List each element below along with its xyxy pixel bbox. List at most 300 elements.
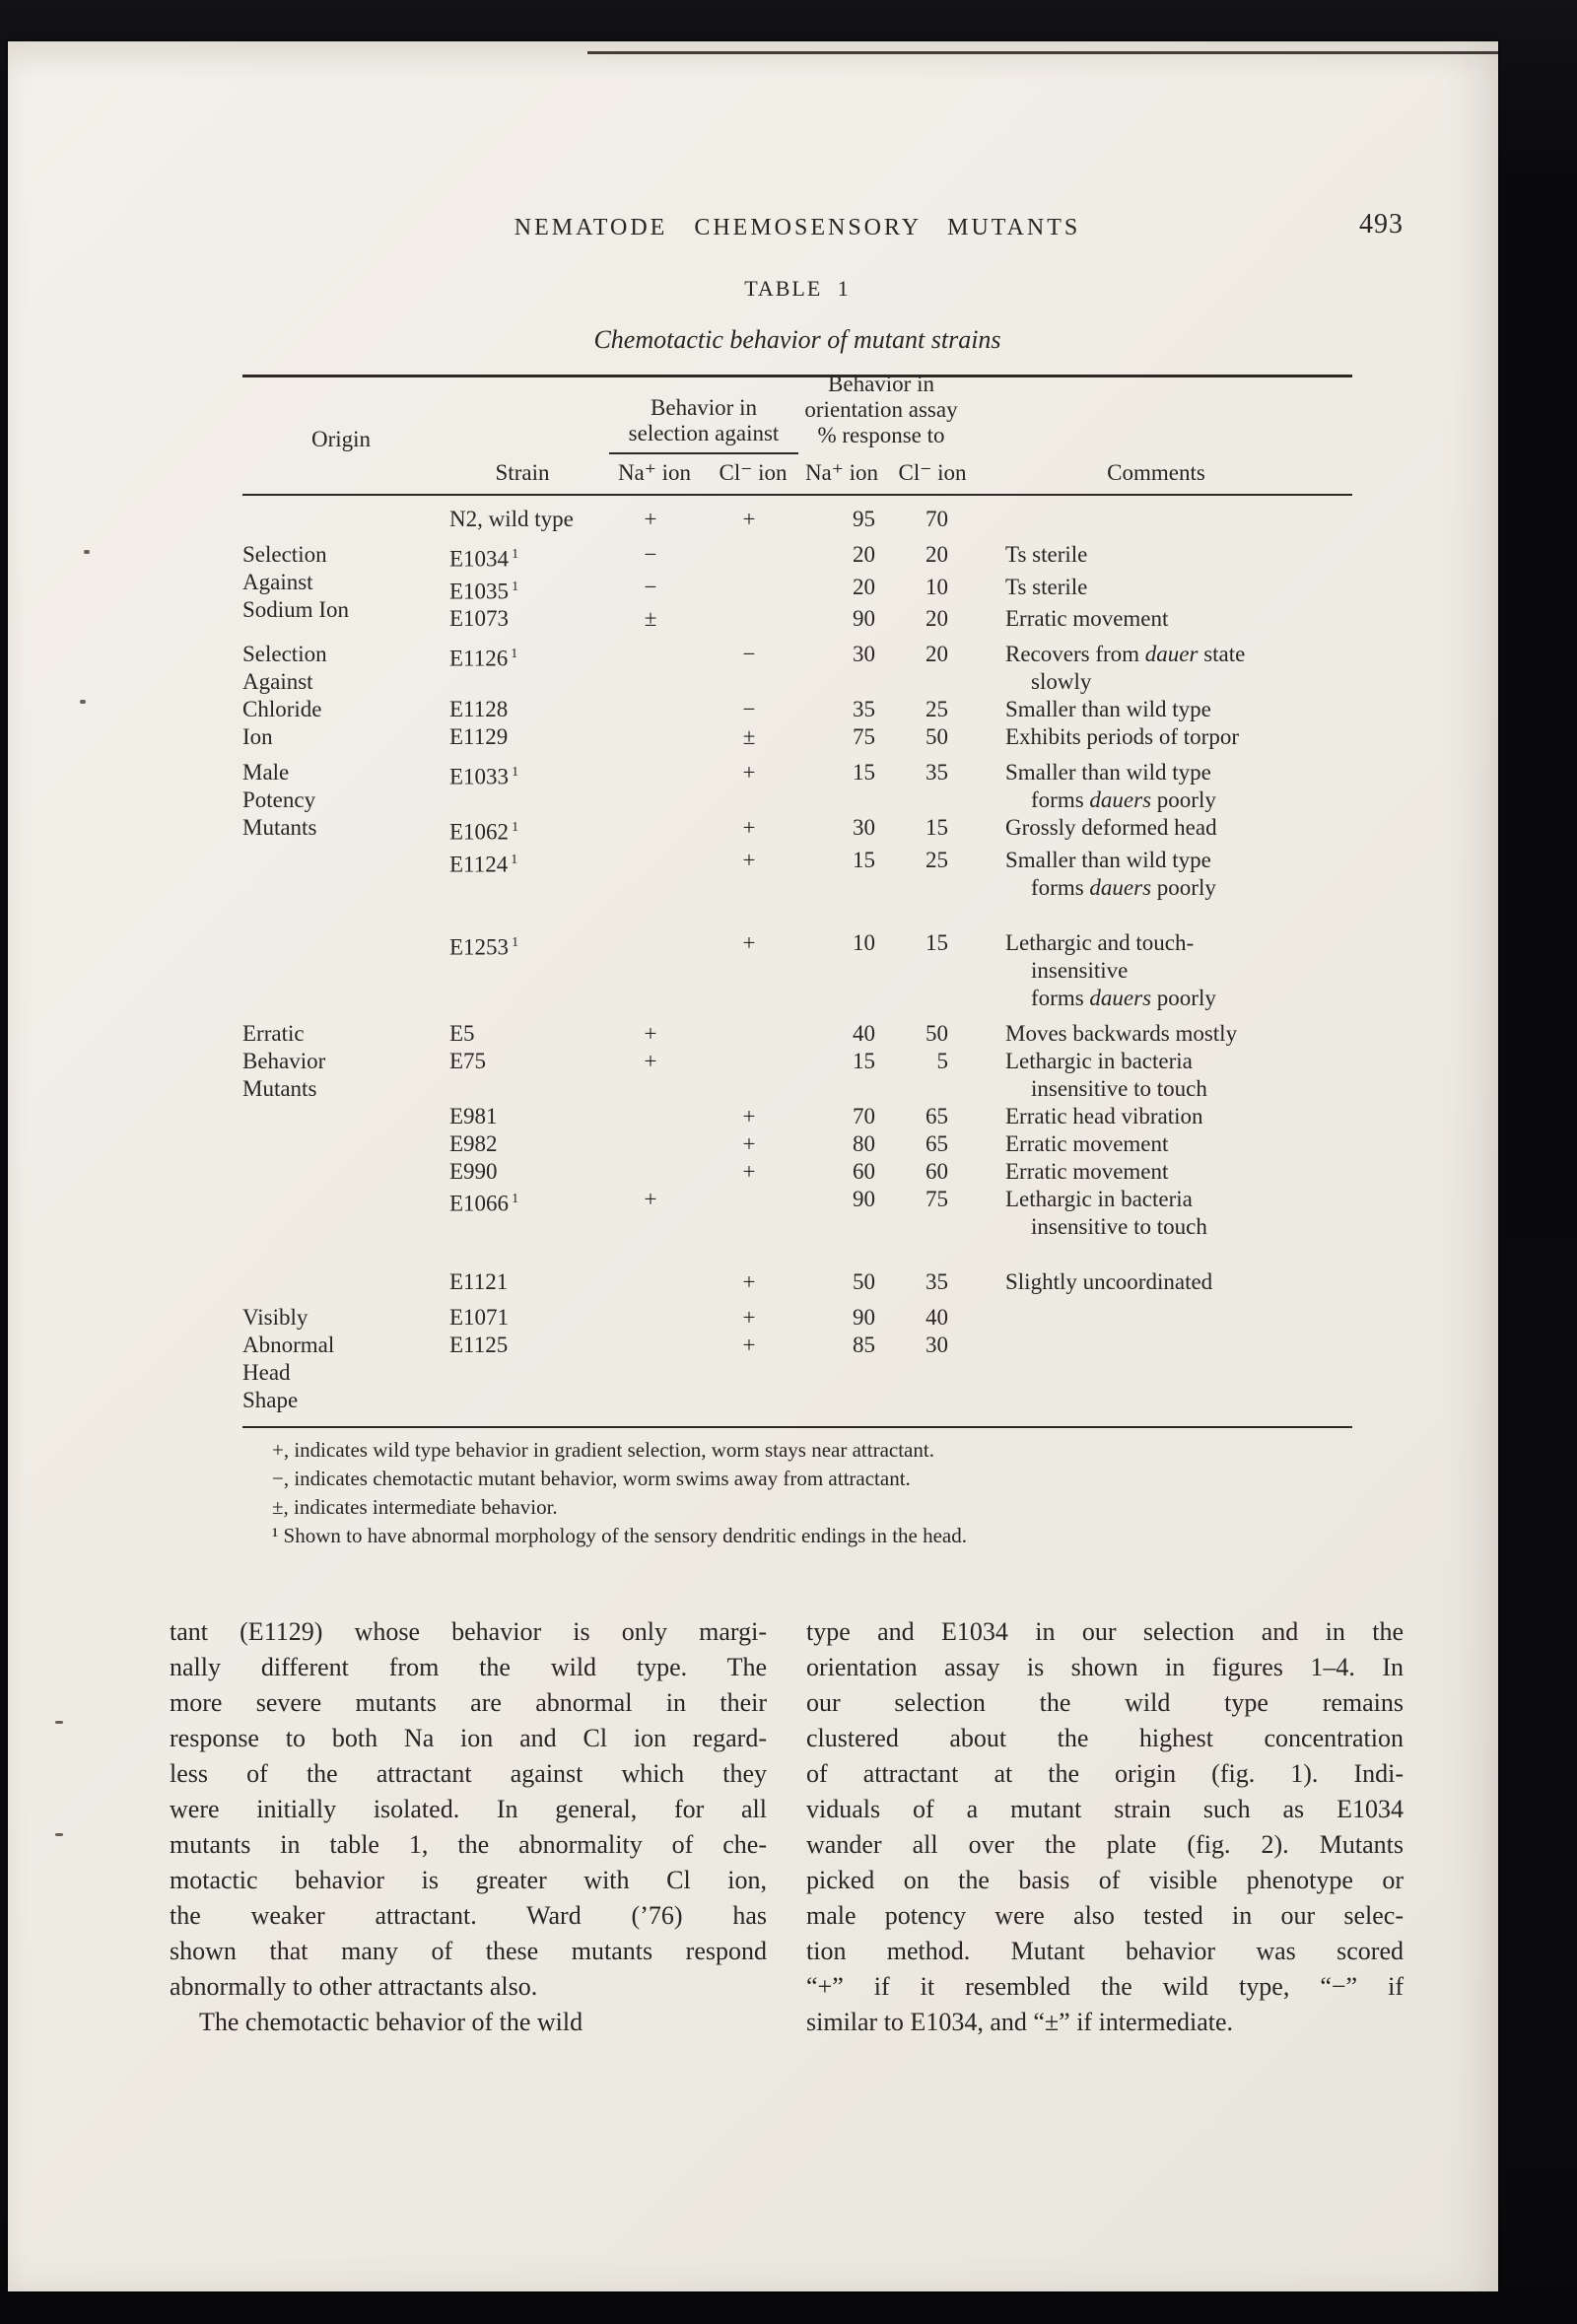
comment-text: Erratic head vibration — [1005, 1103, 1203, 1128]
comment-text: slowly — [1031, 669, 1092, 695]
orientation-na-header: Na⁺ ion — [804, 460, 879, 485]
comment-line — [1005, 1213, 1352, 1241]
orientation-na-value: 40 — [853, 1020, 875, 1046]
selection-group-line: selection against — [628, 421, 780, 445]
comment-text: Exhibits periods of torpor — [1005, 724, 1239, 750]
body-text-line: clustered about the highest concentration — [806, 1724, 1404, 1752]
orientation-na-value: 90 — [853, 1186, 875, 1211]
strain-name: E1071 — [449, 1304, 510, 1330]
table-footnotes — [272, 1436, 1352, 1550]
orientation-cl-value: 25 — [926, 697, 948, 722]
selection-na-value: + — [644, 1048, 657, 1073]
origin-label: Visibly — [242, 1304, 309, 1330]
table-group — [242, 1304, 1352, 1414]
strain-cell — [440, 1304, 605, 1332]
comments-cell — [960, 605, 1352, 633]
orientation-na-value: 30 — [853, 642, 875, 667]
orientation-na-value: 95 — [853, 507, 875, 531]
group-rows — [440, 1020, 1352, 1296]
orientation-cl-value: 50 — [926, 724, 948, 750]
comment-line — [1005, 814, 1352, 842]
comments-cell — [960, 1186, 1352, 1241]
body-text-line: male potency were also tested in our selec- — [806, 1901, 1404, 1930]
selection-cl-value: + — [742, 1130, 756, 1156]
footnote-marker: 1 — [511, 647, 518, 662]
strain-cell — [440, 814, 605, 847]
strain-name: E1073 — [449, 606, 510, 632]
orientation-cl-value: 20 — [926, 642, 948, 667]
strain-cell — [440, 1130, 605, 1158]
strain-name: E1066 — [449, 1191, 510, 1216]
scan-speck — [84, 550, 90, 554]
strain-cell — [440, 759, 605, 791]
comment-text: Recovers from — [1005, 642, 1145, 667]
selection-cl-value: − — [742, 642, 756, 667]
origin-label: Against — [242, 570, 313, 594]
footnote-marker: 1 — [512, 547, 519, 562]
orientation-na-value: 75 — [853, 724, 875, 750]
page-number: 493 — [1359, 209, 1404, 239]
body-text-line: abnormally to other attractants also. — [170, 1972, 538, 2001]
table-row — [440, 605, 1352, 633]
body-text-line: were initially isolated. In general, for all — [170, 1795, 767, 1823]
strain-name: E990 — [449, 1158, 498, 1184]
body-text-line: motactic behavior is greater with Cl ion, — [170, 1866, 767, 1894]
orientation-cl-value: 65 — [926, 1130, 948, 1156]
selection-cl-value: + — [742, 1304, 756, 1330]
orientation-cl-value: 25 — [926, 847, 948, 872]
comment-line — [1005, 929, 1352, 957]
comments-cell — [960, 814, 1352, 842]
comment-line — [1005, 723, 1352, 751]
selection-cl-header: Cl⁻ ion — [719, 460, 788, 485]
strain-cell — [440, 929, 605, 962]
comment-line — [1005, 985, 1352, 1012]
table-row — [440, 929, 1352, 1012]
origin-label: Mutants — [242, 815, 317, 841]
comment-text: Slightly uncoordinated — [1005, 1268, 1213, 1294]
orientation-na-value: 70 — [853, 1103, 875, 1128]
comment-text: Ts sterile — [1005, 542, 1088, 567]
table-row — [440, 1268, 1352, 1296]
footnote-plus: +, indicates wild type behavior in gradient selection, worm stays near attractant. — [272, 1437, 934, 1462]
strain-name: E1126 — [449, 646, 509, 671]
comments-cell — [960, 1020, 1352, 1048]
comment-text: insensitive — [1031, 957, 1129, 983]
orientation-na-value: 90 — [853, 606, 875, 632]
comment-line — [1005, 1048, 1352, 1075]
origin-label: Behavior — [242, 1048, 326, 1073]
origin-cell — [242, 1020, 440, 1296]
strain-cell — [440, 541, 605, 574]
origin-label: Selection — [242, 642, 327, 667]
comment-text: forms — [1031, 985, 1090, 1010]
body-text-line: more severe mutants are abnormal in their — [170, 1688, 767, 1717]
origin-label: Selection — [242, 542, 327, 567]
selection-cl-value: + — [742, 760, 756, 786]
comment-line — [1005, 696, 1352, 723]
comment-text: Erratic movement — [1005, 606, 1169, 632]
strain-cell — [440, 1158, 605, 1186]
comments-cell — [960, 1048, 1352, 1103]
comment-text: state — [1198, 642, 1246, 667]
orientation-cl-value: 20 — [926, 542, 948, 567]
comments-cell — [960, 696, 1352, 723]
strain-cell — [440, 1186, 605, 1218]
origin-label: Abnormal — [242, 1332, 335, 1357]
column-header-origin — [242, 385, 440, 494]
body-text-line: nally different from the wild type. The — [170, 1653, 767, 1681]
table-row — [440, 506, 1352, 533]
body-text-line: our selection the wild type remains — [806, 1688, 1404, 1717]
comment-line — [1005, 1130, 1352, 1158]
comment-line — [1005, 1075, 1352, 1103]
comment-line — [1005, 1020, 1352, 1048]
comments-cell — [960, 759, 1352, 814]
footnote-morphology: ¹ Shown to have abnormal morphology of the sensory dendritic endings in the head. — [272, 1523, 967, 1547]
orientation-na-value: 15 — [853, 847, 875, 872]
origin-label: Potency — [242, 787, 316, 813]
table-body — [242, 496, 1352, 1414]
origin-label: Mutants — [242, 1075, 317, 1101]
orientation-na-value: 60 — [853, 1158, 875, 1184]
origin-label: Erratic — [242, 1020, 305, 1046]
comments-cell — [960, 723, 1352, 751]
selection-na-value: − — [644, 542, 657, 567]
comment-line — [1005, 957, 1352, 985]
strain-name: E1124 — [449, 852, 509, 877]
selection-cl-value: ± — [742, 724, 756, 750]
comment-line — [1005, 574, 1352, 601]
selection-na-header: Na⁺ ion — [617, 460, 692, 485]
body-column-right — [806, 1614, 1404, 2040]
comment-line — [1005, 541, 1352, 569]
strain-cell — [440, 1268, 605, 1296]
orientation-cl-value: 10 — [926, 574, 948, 599]
origin-header-label: Origin — [310, 427, 372, 451]
table-header — [242, 372, 1352, 494]
comment-text: dauers — [1089, 787, 1152, 813]
strain-cell — [440, 723, 605, 751]
table-label: TABLE 1 — [744, 276, 851, 301]
footnote-minus: −, indicates chemotactic mutant behavior, worm swims away from attractant. — [272, 1466, 911, 1490]
comment-text: insensitive to touch — [1031, 1075, 1207, 1101]
table-row — [440, 847, 1352, 902]
selection-cl-value: + — [742, 1268, 756, 1294]
table-row — [440, 1130, 1352, 1158]
orientation-cl-value: 30 — [926, 1332, 948, 1357]
strain-header-label: Strain — [495, 460, 550, 485]
comment-line — [1005, 641, 1352, 668]
comment-line — [1005, 847, 1352, 874]
origin-label: Ion — [242, 724, 273, 750]
body-text-line: viduals of a mutant strain such as E1034 — [806, 1795, 1404, 1823]
group-rows — [440, 759, 1352, 1012]
comments-cell — [960, 847, 1352, 902]
footnote-marker: 1 — [512, 820, 519, 836]
body-text-line: similar to E1034, and “±” if intermediate. — [806, 2008, 1234, 2036]
comment-text: poorly — [1151, 874, 1216, 900]
comment-text: insensitive to touch — [1031, 1213, 1207, 1239]
comment-line — [1005, 605, 1352, 633]
strain-name: E5 — [449, 1020, 475, 1046]
selection-cl-value: + — [742, 507, 756, 531]
comment-text: poorly — [1151, 985, 1216, 1010]
strain-name: E1128 — [449, 697, 509, 722]
strain-name: E1129 — [449, 724, 509, 750]
strain-name: N2, wild type — [449, 507, 574, 531]
selection-cl-value: + — [742, 1158, 756, 1184]
table-group — [242, 759, 1352, 1012]
table-bottom-rule — [242, 1426, 1352, 1428]
table-row — [440, 541, 1352, 574]
comment-text: Lethargic in bacteria — [1005, 1048, 1193, 1073]
page-behind-edge — [587, 51, 1498, 54]
scan-speck — [55, 1833, 63, 1836]
orientation-na-value: 30 — [853, 815, 875, 841]
body-text-line: type and E1034 in our selection and in the — [806, 1617, 1404, 1646]
selection-cl-value: − — [742, 697, 756, 722]
selection-na-value: + — [644, 507, 657, 531]
body-text-line: tion method. Mutant behavior was scored — [806, 1937, 1404, 1965]
table-row — [440, 1332, 1352, 1359]
table-row — [440, 1020, 1352, 1048]
origin-cell — [242, 759, 440, 1012]
strain-name: E981 — [449, 1103, 498, 1128]
page-header — [242, 209, 1404, 241]
strain-cell — [440, 574, 605, 606]
orientation-na-value: 90 — [853, 1304, 875, 1330]
strain-cell — [440, 847, 605, 879]
comment-text: Moves backwards mostly — [1005, 1020, 1238, 1046]
body-text-line: the weaker attractant. Ward (’76) has — [170, 1901, 767, 1930]
body-text-line: “+” if it resembled the wild type, “−” if — [806, 1972, 1404, 2001]
footnote-marker: 1 — [512, 579, 519, 594]
orientation-group-line: Behavior in — [828, 372, 934, 396]
column-header-strain — [440, 385, 605, 494]
comment-text: dauers — [1089, 874, 1152, 900]
comment-text: dauers — [1089, 985, 1152, 1010]
origin-cell — [242, 641, 440, 751]
selection-cl-value: + — [742, 929, 756, 955]
orientation-na-value: 15 — [853, 760, 875, 786]
scan-speck — [55, 1721, 63, 1724]
strain-cell — [440, 1020, 605, 1048]
comment-line — [1005, 1103, 1352, 1130]
column-header-comments — [960, 385, 1352, 494]
body-text-line: orientation assay is shown in figures 1–4. In — [806, 1653, 1404, 1681]
selection-cl-value: + — [742, 815, 756, 841]
running-head: NEMATODE CHEMOSENSORY MUTANTS — [514, 215, 1081, 240]
column-group-selection — [605, 385, 802, 494]
group-rows — [440, 641, 1352, 751]
strain-name: E1121 — [449, 1268, 509, 1294]
body-text-line: The chemotactic behavior of the wild — [199, 2008, 583, 2036]
strain-name: E1035 — [449, 579, 510, 604]
orientation-na-value: 10 — [853, 929, 875, 955]
comments-cell — [960, 1103, 1352, 1130]
scan-speck — [80, 700, 86, 704]
comment-text: Lethargic in bacteria — [1005, 1186, 1193, 1211]
table-row — [440, 814, 1352, 847]
orientation-na-value: 80 — [853, 1130, 875, 1156]
orientation-cl-value: 70 — [926, 507, 948, 531]
orientation-cl-value: 40 — [926, 1304, 948, 1330]
origin-label: Shape — [242, 1387, 299, 1412]
body-text-line: picked on the basis of visible phenotype or — [806, 1866, 1404, 1894]
body-text-line: of attractant at the origin (fig. 1). Indi- — [806, 1759, 1404, 1788]
orientation-group-line: orientation assay — [804, 397, 958, 422]
comment-text: Lethargic and touch- — [1005, 929, 1195, 955]
table-group — [242, 506, 1352, 533]
orientation-cl-value: 35 — [926, 1268, 948, 1294]
comment-text: Smaller than wild type — [1005, 697, 1211, 722]
table-title: Chemotactic behavior of mutant strains — [593, 325, 1001, 354]
strain-name: E1034 — [449, 546, 510, 572]
table-group — [242, 541, 1352, 633]
table-row — [440, 696, 1352, 723]
strain-cell — [440, 1048, 605, 1075]
group-rows — [440, 541, 1352, 633]
table-row — [440, 641, 1352, 696]
origin-cell — [242, 1304, 440, 1414]
comment-text: Erratic movement — [1005, 1130, 1169, 1156]
strain-cell — [440, 696, 605, 723]
footnote-marker: 1 — [512, 765, 519, 781]
selection-group-line: Behavior in — [651, 395, 757, 420]
strain-name: E1125 — [449, 1332, 509, 1357]
comment-line — [1005, 1186, 1352, 1213]
body-text-line: response to both Na ion and Cl ion regard- — [170, 1724, 767, 1752]
comments-cell — [960, 1130, 1352, 1158]
table-row — [440, 1103, 1352, 1130]
footnote-plusminus: ±, indicates intermediate behavior. — [272, 1494, 558, 1519]
orientation-cl-value: 5 — [936, 1048, 948, 1073]
footnote-marker: 1 — [511, 852, 518, 867]
comment-text: Smaller than wild type — [1005, 847, 1211, 872]
strain-cell — [440, 1103, 605, 1130]
comment-text: Grossly deformed head — [1005, 815, 1217, 841]
body-column-left — [170, 1614, 767, 2040]
strain-cell — [440, 506, 605, 533]
origin-label: Head — [242, 1359, 291, 1385]
comment-line — [1005, 759, 1352, 786]
orientation-cl-value: 15 — [926, 815, 948, 841]
table-row — [440, 759, 1352, 814]
selection-cl-value: + — [742, 1332, 756, 1357]
origin-label: Chloride — [242, 697, 322, 722]
orientation-na-value: 20 — [853, 542, 875, 567]
group-rows — [440, 506, 1352, 533]
table-group — [242, 641, 1352, 751]
orientation-na-value: 15 — [853, 1048, 875, 1073]
orientation-cl-value: 15 — [926, 929, 948, 955]
table-row — [440, 1048, 1352, 1103]
column-group-orientation — [802, 372, 967, 494]
scanned-paper-page — [8, 41, 1498, 2291]
orientation-cl-value: 75 — [926, 1186, 948, 1211]
comment-line — [1005, 1158, 1352, 1186]
body-text — [170, 1614, 1404, 2040]
orientation-cl-value: 20 — [926, 606, 948, 632]
comment-text: Erratic movement — [1005, 1158, 1169, 1184]
orientation-cl-value: 50 — [926, 1020, 948, 1046]
comment-line — [1005, 786, 1352, 814]
selection-na-value: − — [644, 574, 657, 599]
comment-line — [1005, 874, 1352, 902]
orientation-na-value: 20 — [853, 574, 875, 599]
strain-name: E1033 — [449, 764, 510, 789]
orientation-cl-value: 60 — [926, 1158, 948, 1184]
comment-line — [1005, 668, 1352, 696]
comment-text: forms — [1031, 787, 1090, 813]
comments-header-label: Comments — [1107, 460, 1205, 485]
origin-cell — [242, 506, 440, 533]
orientation-na-value: 50 — [853, 1268, 875, 1294]
body-text-line: shown that many of these mutants respond — [170, 1937, 767, 1965]
orientation-cl-header: Cl⁻ ion — [898, 460, 967, 485]
comments-cell — [960, 541, 1352, 569]
footnote-marker: 1 — [512, 1191, 519, 1206]
orientation-na-value: 35 — [853, 697, 875, 722]
origin-label: Against — [242, 669, 313, 695]
strain-cell — [440, 641, 605, 673]
selection-cl-value: + — [742, 847, 756, 872]
comment-text: Smaller than wild type — [1005, 760, 1211, 786]
table-row — [440, 1304, 1352, 1332]
comments-cell — [960, 641, 1352, 696]
table-row — [440, 723, 1352, 751]
strain-name: E1062 — [449, 819, 510, 845]
comment-text: dauer — [1144, 642, 1199, 667]
orientation-cl-value: 65 — [926, 1103, 948, 1128]
selection-na-value: ± — [644, 606, 657, 632]
table-1 — [242, 372, 1352, 1550]
selection-cl-value: + — [742, 1103, 756, 1128]
comments-cell — [960, 1268, 1352, 1296]
strain-name: E75 — [449, 1048, 487, 1073]
selection-na-value: + — [644, 1020, 657, 1046]
comments-cell — [960, 574, 1352, 601]
table-row — [440, 574, 1352, 606]
origin-label: Sodium Ion — [242, 597, 349, 622]
comment-text: forms — [1031, 874, 1090, 900]
table-row — [440, 1186, 1352, 1241]
orientation-cl-value: 35 — [926, 760, 948, 786]
table-row — [440, 1158, 1352, 1186]
footnote-marker: 1 — [512, 934, 519, 950]
origin-label: Male — [242, 760, 290, 786]
orientation-group-line: % response to — [817, 423, 945, 447]
strain-cell — [440, 1332, 605, 1359]
comments-cell — [960, 929, 1352, 1012]
body-text-line: wander all over the plate (fig. 2). Mutants — [806, 1830, 1404, 1859]
origin-cell — [242, 541, 440, 633]
comment-line — [1005, 1268, 1352, 1296]
comment-text: poorly — [1151, 787, 1216, 813]
comment-text: Ts sterile — [1005, 574, 1088, 599]
body-text-line: mutants in table 1, the abnormality of che- — [170, 1830, 767, 1859]
body-text-line: tant (E1129) whose behavior is only margi- — [170, 1617, 767, 1646]
table-group — [242, 1020, 1352, 1296]
selection-na-value: + — [644, 1186, 657, 1211]
body-text-line: less of the attractant against which they — [170, 1759, 767, 1788]
comments-cell — [960, 1158, 1352, 1186]
group-rows — [440, 1304, 1352, 1414]
strain-name: E982 — [449, 1130, 498, 1156]
strain-name: E1253 — [449, 934, 510, 960]
strain-cell — [440, 605, 605, 633]
